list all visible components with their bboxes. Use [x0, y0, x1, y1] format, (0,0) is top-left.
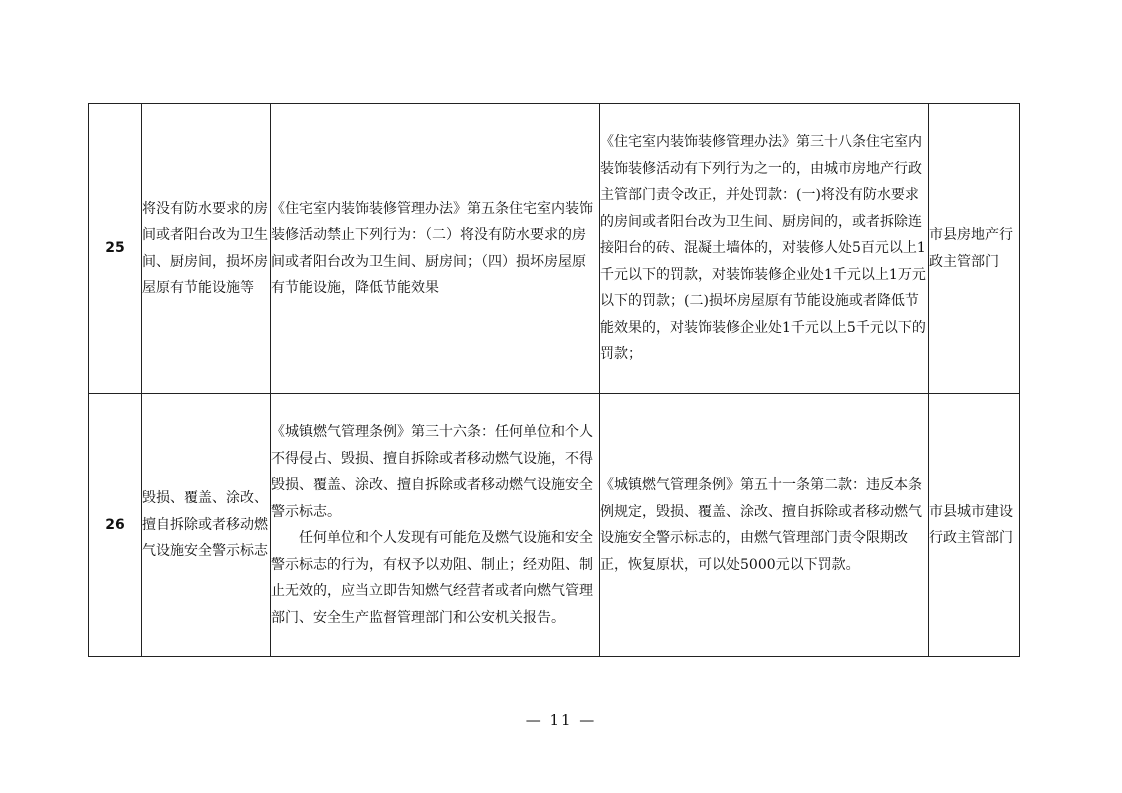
penalty-provision: 《城镇燃气管理条例》第五十一条第二款：违反本条例规定，毁损、覆盖、涂改、擅自拆除或者移动燃气设施安全警示标志的，由燃气管理部门责令限期改正，恢复原状，可以处5000元以下罚款。	[600, 394, 929, 657]
item-number: 26	[89, 394, 142, 657]
legal-basis	[271, 394, 600, 657]
page-number: — 11 —	[525, 711, 597, 729]
enforcement-department: 市县城市建设行政主管部门	[929, 394, 1020, 657]
item-number: 25	[89, 104, 142, 394]
enforcement-department: 市县房地产行政主管部门	[929, 104, 1020, 394]
penalty-provision: 《住宅室内装饰装修管理办法》第三十八条住宅室内装饰装修活动有下列行为之一的，由城市房地产行政主管部门责令改正，并处罚款：(一)将没有防水要求的房间或者阳台改为卫生间、厨房间的，或者拆除连接阳台的砖、混凝土墙体的，对装修人处5百元以上1千元以下的罚款，对装饰装修企业处1千元以上1万元以下的罚款；(二)损坏房屋原有节能设施或者降低节能效果的，对装饰装修企业处1千元以上5千元以下的罚款；	[600, 104, 929, 394]
legal-basis-paragraph: 任何单位和个人发现有可能危及燃气设施和安全警示标志的行为，有权予以劝阻、制止；经劝阻、制止无效的，应当立即告知燃气经营者或者向燃气管理部门、安全生产监督管理部门和公安机关报告。	[271, 530, 593, 626]
legal-basis-paragraph: 《城镇燃气管理条例》第三十六条：任何单位和个人不得侵占、毁损、擅自拆除或者移动燃气设施，不得毁损、覆盖、涂改、擅自拆除或者移动燃气设施安全警示标志。	[271, 424, 593, 520]
violation-behavior: 毁损、覆盖、涂改、擅自拆除或者移动燃气设施安全警示标志	[142, 394, 271, 657]
legal-basis	[271, 104, 600, 394]
legal-basis-paragraph: 《住宅室内装饰装修管理办法》第五条住宅室内装饰装修活动禁止下列行为：（二）将没有防水要求的房间或者阳台改为卫生间、厨房间；（四）损坏房屋原有节能设施，降低节能效果	[271, 200, 593, 296]
table-row	[89, 394, 1020, 657]
table-row	[89, 104, 1020, 394]
violation-behavior: 将没有防水要求的房间或者阳台改为卫生间、厨房间，损坏房屋原有节能设施等	[142, 104, 271, 394]
regulation-table	[88, 103, 1020, 657]
